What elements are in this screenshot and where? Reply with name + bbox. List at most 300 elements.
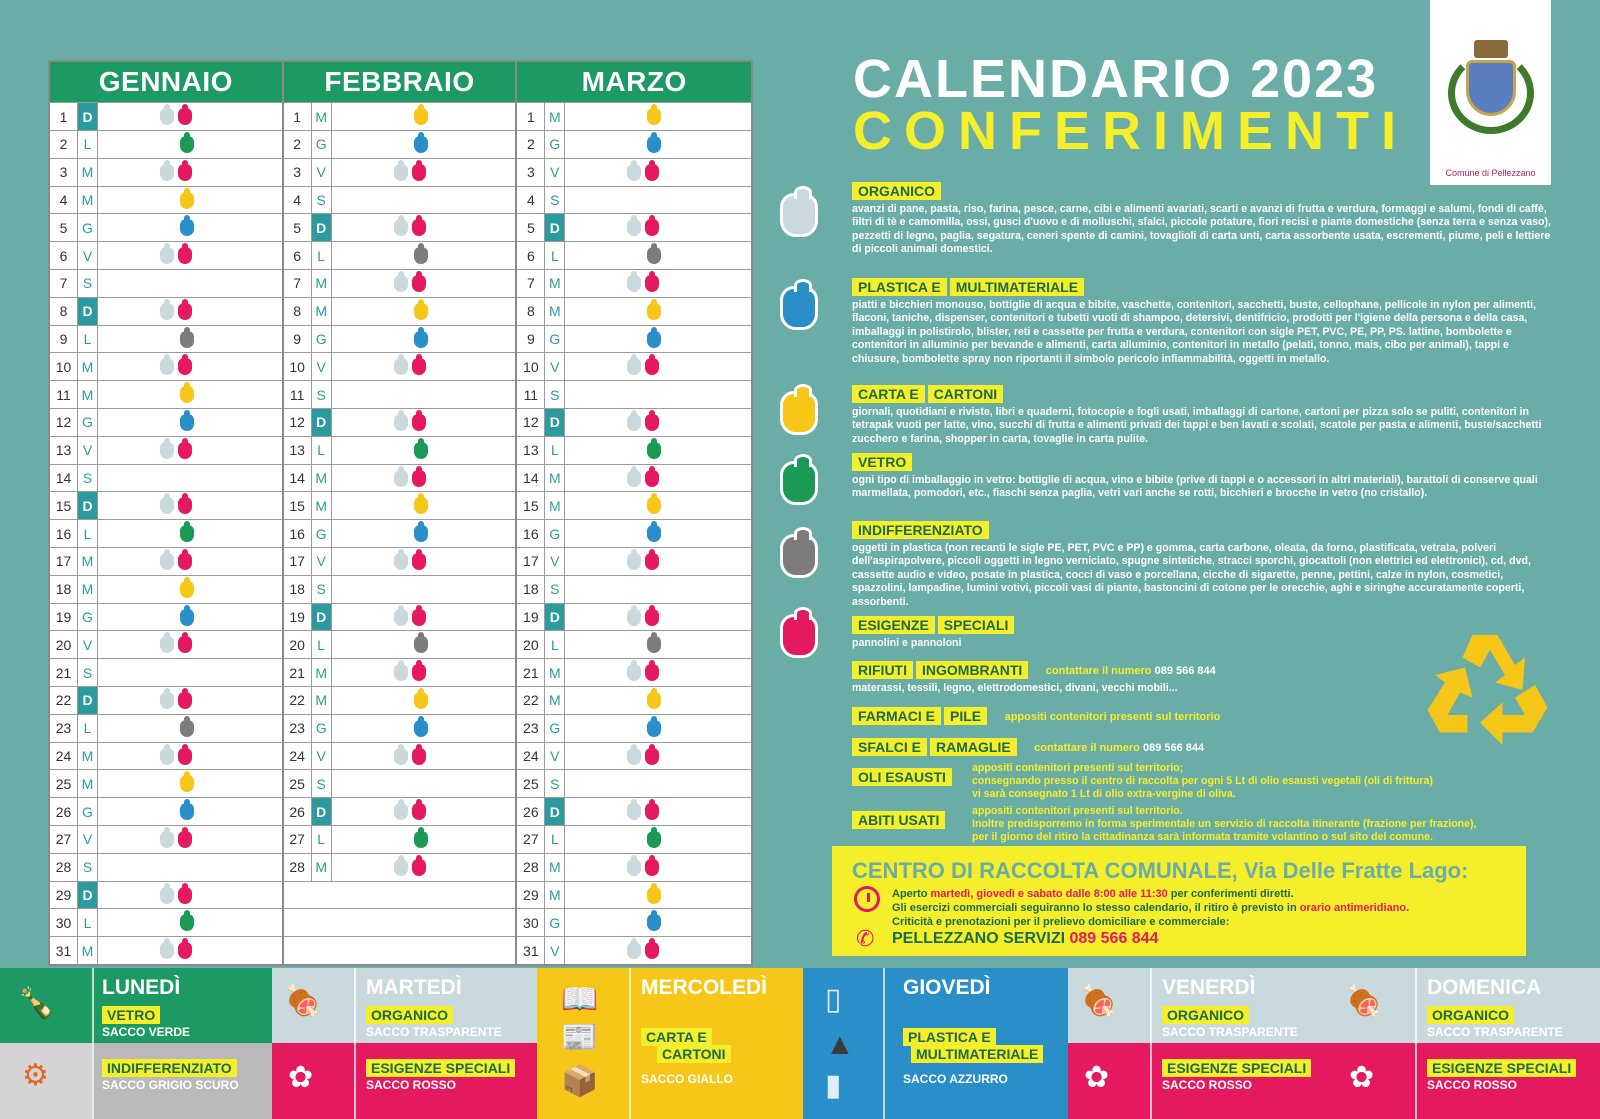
trasp-bag-icon	[160, 553, 174, 570]
trasp-bag-icon	[394, 803, 408, 820]
bag-icons	[647, 247, 661, 264]
weekday-letter: M	[545, 687, 565, 714]
weekday-letter: G	[312, 326, 332, 353]
trasp-bag-icon	[627, 219, 641, 236]
weekday-name: MARTEDÌ	[366, 976, 462, 999]
calendar-day-row	[517, 603, 751, 631]
bag-icons	[160, 164, 192, 181]
month-rows	[517, 102, 751, 964]
weekday-letter: M	[545, 270, 565, 297]
giallo-bag-icon	[414, 108, 428, 125]
rosso-bag-icon	[412, 609, 426, 626]
rosso-bag-icon	[645, 748, 659, 765]
weekday-letter: L	[312, 437, 332, 464]
rosso-bag-icon	[645, 275, 659, 292]
day-number: 20	[517, 631, 545, 658]
day-number: 13	[50, 437, 78, 464]
diaper-icon: ✿	[1349, 1061, 1375, 1094]
day-number: 11	[284, 381, 312, 408]
day-number: 20	[284, 631, 312, 658]
weekday-letter: M	[312, 465, 332, 492]
day-number: 17	[50, 548, 78, 575]
calendar-day-row	[517, 158, 751, 186]
grigio-bag-icon	[647, 636, 661, 653]
day-number: 6	[284, 242, 312, 269]
bag-icons	[647, 136, 661, 153]
azzurro-bag-icon	[647, 525, 661, 542]
calendar-day-row	[284, 269, 516, 297]
category-description: pannolini e pannoloni	[852, 637, 962, 649]
weekday-giovedi	[803, 968, 1068, 1119]
day-number: 29	[50, 882, 78, 909]
category-description: avanzi di pane, pasta, riso, farina, pesce, carne, cibi e alimenti avariati, scarti e avanzi di frutta e verdura, formaggi e salumi, fondi di caffè, filtri di tè e camomilla, ossi, gusci d'uovo e di molluschi, sfalci, piccole potature, fiori recisi e piante domestiche (senza terra e senza vaso), pezzetti di legno, paglia, segatura, ceneri spente di camini, tovaglioli di carta unti, carta assorbente usata, escrementi, piume, peli e lettiere di piccoli animali domestici.	[852, 203, 1551, 256]
divider	[92, 968, 94, 1119]
phone-number[interactable]: 089 566 844	[1069, 930, 1159, 947]
calendar-day-row	[517, 825, 751, 853]
weekday-name: LUNEDÌ	[102, 976, 181, 999]
category-label: INDIFFERENZIATO	[852, 521, 989, 539]
waste-type-tag: ESIGENZE SPECIALI	[1427, 1059, 1576, 1077]
day-number: 19	[284, 604, 312, 631]
category-label: CARTA E	[852, 385, 925, 403]
calendar-day-row	[50, 658, 282, 686]
rosso-bag-icon	[412, 275, 426, 292]
verde-bag-icon	[414, 831, 428, 848]
rosso-bag-icon	[645, 803, 659, 820]
giallo-bag-icon	[180, 386, 194, 403]
verde-bag-icon	[180, 136, 194, 153]
calendar-day-row	[50, 936, 282, 964]
spray-can-icon: ▮	[825, 1069, 842, 1102]
day-number: 25	[284, 770, 312, 797]
bag-icons	[160, 247, 192, 264]
giallo-bag-icon	[647, 692, 661, 709]
weekday-letter: D	[78, 492, 98, 519]
calendar-day-row	[517, 658, 751, 686]
divider	[629, 968, 631, 1119]
calendar-day-row	[517, 130, 751, 158]
calendar-day-row	[517, 325, 751, 353]
month-column	[517, 62, 751, 964]
day-number: 2	[284, 131, 312, 158]
collection-center-title: CENTRO DI RACCOLTA COMUNALE, Via Delle Fratte Lago:	[852, 858, 1469, 883]
weekday-letter: M	[78, 576, 98, 603]
day-number: 18	[517, 576, 545, 603]
weekday-venerdi	[1068, 968, 1333, 1119]
weekday-letter: L	[78, 715, 98, 742]
grigio-bag-icon	[180, 331, 194, 348]
rosso-bag-icon	[178, 636, 192, 653]
weekday-letter: L	[78, 326, 98, 353]
day-number: 2	[50, 131, 78, 158]
category-description: materassi, tessili, legno, elettrodomestici, divani, vecchi mobili...	[852, 682, 1178, 694]
day-number: 8	[284, 298, 312, 325]
text-highlight: orario antimeridiano	[1299, 902, 1407, 914]
bag-icons	[160, 748, 192, 765]
weekday-letter: M	[312, 298, 332, 325]
weekday-letter: S	[545, 381, 565, 408]
bag-icons	[180, 219, 194, 236]
calendar-day-row	[284, 519, 516, 547]
bag-icons	[414, 636, 428, 653]
weekday-letter: L	[545, 826, 565, 853]
bag-icons	[627, 748, 659, 765]
giallo-bag-icon	[647, 887, 661, 904]
note-text: contattare il numero	[1034, 741, 1140, 754]
car-tire-icon: ⚙	[22, 1059, 49, 1092]
day-number: 26	[517, 798, 545, 825]
bag-icons	[180, 386, 194, 403]
day-number: 19	[517, 604, 545, 631]
cardboard-box-icon: 📦	[561, 1065, 599, 1098]
rosso-bag-icon	[178, 831, 192, 848]
diaper-icon: ✿	[1084, 1061, 1110, 1094]
month-column	[284, 62, 518, 964]
bag-type: SACCO VERDE	[102, 1025, 191, 1039]
trasp-bag-icon	[627, 414, 641, 431]
category-label: PLASTICA E	[852, 278, 947, 296]
day-number: 27	[517, 826, 545, 853]
category-label: SPECIALI	[938, 616, 1015, 634]
day-number: 5	[50, 214, 78, 241]
calendar-day-row	[50, 130, 282, 158]
rosso-bag-icon	[412, 748, 426, 765]
bag-icons	[160, 887, 192, 904]
azzurro-bag-icon	[647, 914, 661, 931]
weekday-letter: D	[78, 882, 98, 909]
calendar-day-row	[50, 269, 282, 297]
rosso-bag-icon	[412, 553, 426, 570]
day-number: 10	[284, 353, 312, 380]
calendar-day-row	[50, 464, 282, 492]
bag-icons	[180, 331, 194, 348]
opening-hours	[892, 888, 1294, 900]
bag-icons	[180, 609, 194, 626]
calendar-day-row	[50, 352, 282, 380]
category-label: RAMAGLIE	[930, 738, 1017, 756]
day-number: 30	[50, 909, 78, 936]
day-number: 7	[517, 270, 545, 297]
weekday-letter: S	[78, 270, 98, 297]
weekday-letter: G	[545, 715, 565, 742]
bag-icons	[627, 942, 659, 959]
day-number: 4	[284, 187, 312, 214]
azzurro-bag-icon	[414, 525, 428, 542]
rosso-bag-icon	[178, 748, 192, 765]
bag-icons	[414, 442, 428, 459]
bag-icons	[394, 664, 426, 681]
weekday-letter: V	[312, 159, 332, 186]
bag-icons	[394, 553, 426, 570]
waste-type-tag: PLASTICA E	[903, 1028, 996, 1046]
bag-icons	[414, 831, 428, 848]
rosso-bag-icon	[645, 414, 659, 431]
green-bag-icon	[780, 461, 818, 505]
food-icon: 🍖	[284, 985, 322, 1018]
bag-type: SACCO TRASPARENTE	[1162, 1025, 1298, 1039]
calendar-day-row	[517, 547, 751, 575]
bag-icons	[627, 470, 659, 487]
bag-icons	[647, 831, 661, 848]
bag-type: SACCO ROSSO	[1162, 1078, 1253, 1092]
rosso-bag-icon	[412, 164, 426, 181]
giallo-bag-icon	[647, 497, 661, 514]
bag-icons	[414, 497, 428, 514]
rosso-bag-icon	[645, 664, 659, 681]
weekday-letter: M	[545, 298, 565, 325]
trasp-bag-icon	[627, 553, 641, 570]
giallo-bag-icon	[414, 303, 428, 320]
calendar-day-row	[284, 658, 516, 686]
weekday-letter: G	[312, 520, 332, 547]
weekday-letter: M	[78, 353, 98, 380]
weekday-letter: L	[545, 437, 565, 464]
calendar-day-row	[50, 436, 282, 464]
rosso-bag-icon	[178, 942, 192, 959]
empty-row	[284, 908, 516, 936]
grey-bag-icon	[780, 534, 818, 578]
day-number: 31	[517, 937, 545, 964]
day-number: 1	[50, 103, 78, 130]
weekday-letter: M	[312, 687, 332, 714]
day-number: 6	[50, 242, 78, 269]
calendar-day-row	[284, 380, 516, 408]
day-number: 6	[517, 242, 545, 269]
rosso-bag-icon	[645, 219, 659, 236]
bag-icons	[647, 442, 661, 459]
weekday-letter: L	[312, 631, 332, 658]
divider	[883, 968, 885, 1119]
trasp-bag-icon	[394, 164, 408, 181]
bag-icons	[627, 358, 659, 375]
day-number: 14	[517, 465, 545, 492]
calendar-day-row	[284, 797, 516, 825]
weekday-letter: L	[545, 242, 565, 269]
blue-bag-icon	[780, 286, 818, 330]
note-line: consegnando presso il centro di raccolta per ogni 5 Lt di olio esausti vegetali (oli di frittura)	[972, 775, 1433, 787]
calendar-day-row	[517, 797, 751, 825]
weekday-letter: M	[78, 770, 98, 797]
day-number: 22	[284, 687, 312, 714]
weekday-letter: M	[545, 465, 565, 492]
weekday-letter: G	[78, 798, 98, 825]
weekday-letter: M	[545, 492, 565, 519]
trasp-bag-icon	[627, 470, 641, 487]
category-description: giornali, quotidiani e riviste, libri e quaderni, fotocopie e fogli usati, imballaggi di cartone, cartoni per pizza solo se puliti, contenitori in tetrapak vuoti per latte, vino, succhi di frutta e alimenti privati dei tappi e ben lavati e scolati, scatole per pasta e alimenti, buste/sacchetti zucchero e farina, shopper in carta, tovaglie in carta pulite.	[852, 406, 1542, 445]
bag-icons	[647, 108, 661, 125]
weekday-letter: V	[312, 743, 332, 770]
calendar-day-row	[517, 519, 751, 547]
bag-icons	[394, 358, 426, 375]
weekday-letter: M	[312, 854, 332, 881]
rosso-bag-icon	[412, 859, 426, 876]
calendar-day-row	[517, 408, 751, 436]
bag-icons	[160, 692, 192, 709]
day-number: 29	[517, 882, 545, 909]
day-number: 5	[284, 214, 312, 241]
day-number: 15	[50, 492, 78, 519]
yellow-bag-icon	[780, 391, 818, 435]
bag-icons	[414, 303, 428, 320]
azzurro-bag-icon	[180, 414, 194, 431]
trasp-bag-icon	[394, 275, 408, 292]
crest-label: Comune di Pellezzano	[1445, 168, 1536, 178]
day-number: 12	[284, 409, 312, 436]
trasp-bag-icon	[394, 358, 408, 375]
azzurro-bag-icon	[647, 136, 661, 153]
weekday-letter: M	[545, 103, 565, 130]
waste-type-tag: INDIFFERENZIATO	[102, 1059, 237, 1077]
day-number: 23	[284, 715, 312, 742]
day-number: 3	[50, 159, 78, 186]
bag-icons	[160, 553, 192, 570]
rosso-bag-icon	[178, 887, 192, 904]
calendar-day-row	[50, 380, 282, 408]
calendar-day-row	[284, 603, 516, 631]
calendar-day-row	[517, 881, 751, 909]
category-sfalci	[852, 738, 1204, 757]
bag-icons	[627, 219, 659, 236]
month-title: GENNAIO	[50, 62, 282, 102]
phone-number[interactable]: 089 566 844	[1142, 741, 1205, 754]
day-number: 12	[517, 409, 545, 436]
empty-row	[284, 881, 516, 909]
calendar-day-row	[284, 825, 516, 853]
note-line: vi sarà consegnato 1 Lt di olio extra-vergine di oliva.	[972, 788, 1236, 800]
rosso-bag-icon	[645, 859, 659, 876]
bag-icons	[414, 525, 428, 542]
trasp-bag-icon	[160, 303, 174, 320]
calendar-day-row	[284, 436, 516, 464]
day-number: 22	[50, 687, 78, 714]
bag-icons	[647, 497, 661, 514]
calendar-day-row	[284, 630, 516, 658]
calendar-day-row	[50, 686, 282, 714]
calendar-day-row	[284, 352, 516, 380]
weekday-letter: M	[78, 743, 98, 770]
weekday-letter: S	[312, 381, 332, 408]
azzurro-bag-icon	[180, 803, 194, 820]
weekday-letter: D	[545, 214, 565, 241]
bag-icons	[647, 720, 661, 737]
calendar-day-row	[517, 853, 751, 881]
rosso-bag-icon	[645, 609, 659, 626]
weekday-letter: M	[78, 548, 98, 575]
page-subtitle: CONFERIMENTI	[853, 101, 1408, 161]
day-number: 8	[50, 298, 78, 325]
weekday-letter: D	[545, 798, 565, 825]
calendar-day-row	[517, 630, 751, 658]
bag-type: SACCO ROSSO	[366, 1078, 457, 1092]
day-number: 23	[517, 715, 545, 742]
category-oli	[852, 762, 1433, 800]
category-note	[972, 762, 1592, 801]
calendar-day-row	[50, 908, 282, 936]
day-number: 1	[517, 103, 545, 130]
category-note: appositi contenitori presenti sul territorio	[1004, 710, 1221, 723]
category-plastica	[852, 278, 1557, 366]
day-number: 5	[517, 214, 545, 241]
bag-icons	[180, 581, 194, 598]
category-label: ESIGENZE	[852, 616, 935, 634]
bag-icons	[180, 192, 194, 209]
trasp-bag-icon	[160, 164, 174, 181]
grigio-bag-icon	[647, 247, 661, 264]
weekday-letter: M	[545, 882, 565, 909]
calendar-grid	[48, 60, 753, 966]
day-number: 16	[284, 520, 312, 547]
category-label: RIFIUTI	[852, 661, 913, 679]
weekday-letter: M	[312, 659, 332, 686]
verde-bag-icon	[647, 442, 661, 459]
calendar-day-row	[284, 213, 516, 241]
calendar-day-row	[517, 436, 751, 464]
day-number: 1	[284, 103, 312, 130]
note-line: per il giorno del ritiro la cittadinanza sarà informata tramite volantino o sul sito del comune.	[972, 831, 1433, 843]
rosso-bag-icon	[412, 803, 426, 820]
text-period: .	[1406, 902, 1410, 914]
trasp-bag-icon	[160, 442, 174, 459]
weekday-letter: L	[545, 631, 565, 658]
rosso-bag-icon	[645, 470, 659, 487]
waste-type-tag: ESIGENZE SPECIALI	[366, 1059, 515, 1077]
trasp-bag-icon	[627, 748, 641, 765]
booking-note: Criticità e prenotazioni per il prelievo domiciliare e commerciale:	[892, 916, 1230, 928]
day-number: 24	[50, 743, 78, 770]
weekday-letter: M	[545, 854, 565, 881]
day-number: 28	[517, 854, 545, 881]
calendar-day-row	[284, 742, 516, 770]
giallo-bag-icon	[180, 775, 194, 792]
giallo-bag-icon	[414, 497, 428, 514]
category-vetro	[852, 453, 1557, 501]
category-label: PILE	[944, 707, 987, 725]
weekday-letter: M	[312, 492, 332, 519]
weekday-letter: D	[312, 409, 332, 436]
calendar-day-row	[284, 241, 516, 269]
bag-icons	[414, 331, 428, 348]
service-phone[interactable]	[892, 930, 1158, 948]
waste-type-tag: ORGANICO	[1427, 1006, 1514, 1024]
rosso-bag-icon	[178, 497, 192, 514]
calendar-day-row	[284, 186, 516, 214]
red-bag-icon	[780, 614, 818, 658]
day-number: 30	[517, 909, 545, 936]
category-organico	[852, 182, 1557, 257]
waste-type-tag: ESIGENZE SPECIALI	[1162, 1059, 1311, 1077]
phone-number[interactable]: 089 566 844	[1154, 664, 1216, 677]
commercial-note	[892, 902, 1409, 914]
rosso-bag-icon	[645, 358, 659, 375]
day-number: 26	[50, 798, 78, 825]
bag-type: SACCO ROSSO	[1427, 1078, 1518, 1092]
day-number: 31	[50, 937, 78, 964]
azzurro-bag-icon	[414, 136, 428, 153]
bag-icons	[647, 692, 661, 709]
calendar-day-row	[50, 797, 282, 825]
weekday-letter: G	[78, 214, 98, 241]
day-number: 14	[284, 465, 312, 492]
giallo-bag-icon	[414, 692, 428, 709]
trasp-bag-icon	[394, 414, 408, 431]
trasp-bag-icon	[394, 664, 408, 681]
azzurro-bag-icon	[414, 331, 428, 348]
bag-type: SACCO GRIGIO SCURO	[102, 1078, 239, 1092]
weekday-letter: G	[545, 520, 565, 547]
weekday-letter: D	[312, 604, 332, 631]
weekday-mercoledi	[537, 968, 803, 1119]
note-line: appositi contenitori presenti sul territorio;	[972, 762, 1184, 774]
